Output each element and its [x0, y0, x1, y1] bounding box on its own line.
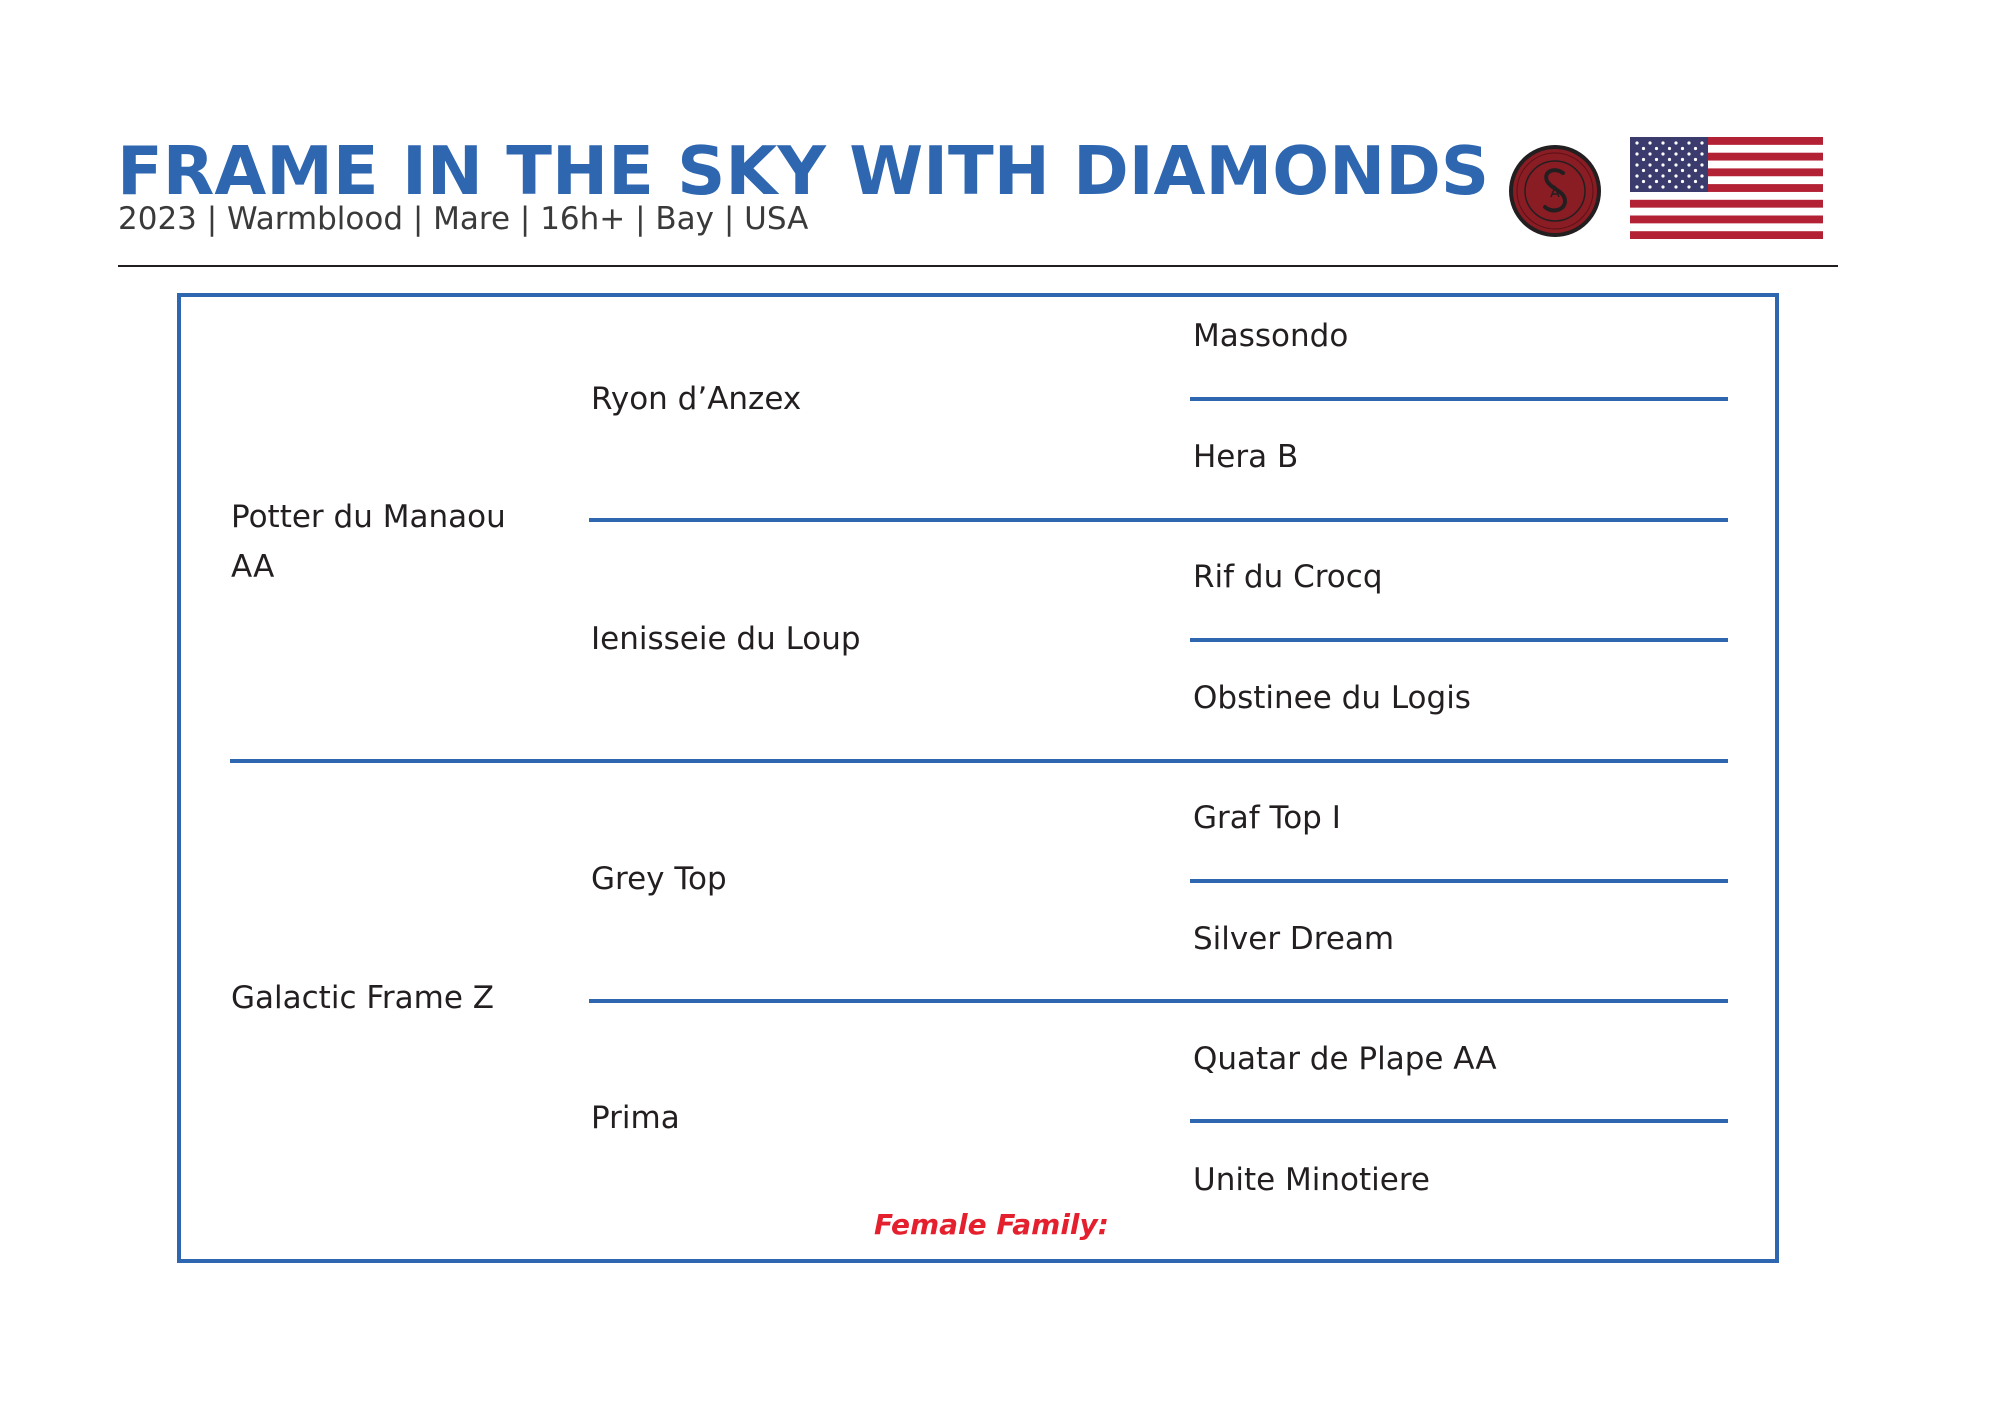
- ggp-name: Graf Top I: [1193, 800, 1341, 836]
- ggp-name: Quatar de Plape AA: [1193, 1041, 1497, 1077]
- page-title: FRAME IN THE SKY WITH DIAMONDS: [117, 132, 1490, 210]
- ggp-name: Hera B: [1193, 439, 1299, 475]
- ggp-name: Silver Dream: [1193, 921, 1395, 957]
- pedigree-divider-dam: [589, 999, 1728, 1003]
- ggp-name: Obstinee du Logis: [1193, 680, 1471, 716]
- pedigree-divider-sire: [589, 518, 1728, 522]
- ggp-name: Rif du Crocq: [1193, 559, 1383, 595]
- dam-sire-name: Grey Top: [591, 861, 727, 897]
- ggp-name: Massondo: [1193, 318, 1349, 354]
- pedigree-divider-ggp: [1190, 1119, 1728, 1123]
- pedigree-divider-ggp: [1190, 879, 1728, 883]
- ggp-name: Unite Minotiere: [1193, 1162, 1430, 1198]
- seal-logo-icon: [1507, 143, 1603, 239]
- dam-name: Galactic Frame Z: [231, 980, 495, 1016]
- sire-sire-name: Ryon d’Anzex: [591, 381, 802, 417]
- pedigree-divider-ggp: [1190, 397, 1728, 401]
- pedigree-frame: [177, 293, 1779, 1263]
- horse-details: 2023 | Warmblood | Mare | 16h+ | Bay | USA: [118, 201, 809, 237]
- sire-dam-name: Ienisseie du Loup: [591, 621, 861, 657]
- pedigree-divider-ggp: [1190, 638, 1728, 642]
- dam-dam-name: Prima: [591, 1100, 680, 1136]
- pedigree-divider-main: [230, 759, 1728, 763]
- female-family-label: Female Family:: [874, 1208, 1109, 1241]
- header-divider: [118, 265, 1838, 267]
- sire-name: Potter du Manaou AA: [231, 499, 506, 585]
- usa-flag-icon: [1630, 137, 1823, 239]
